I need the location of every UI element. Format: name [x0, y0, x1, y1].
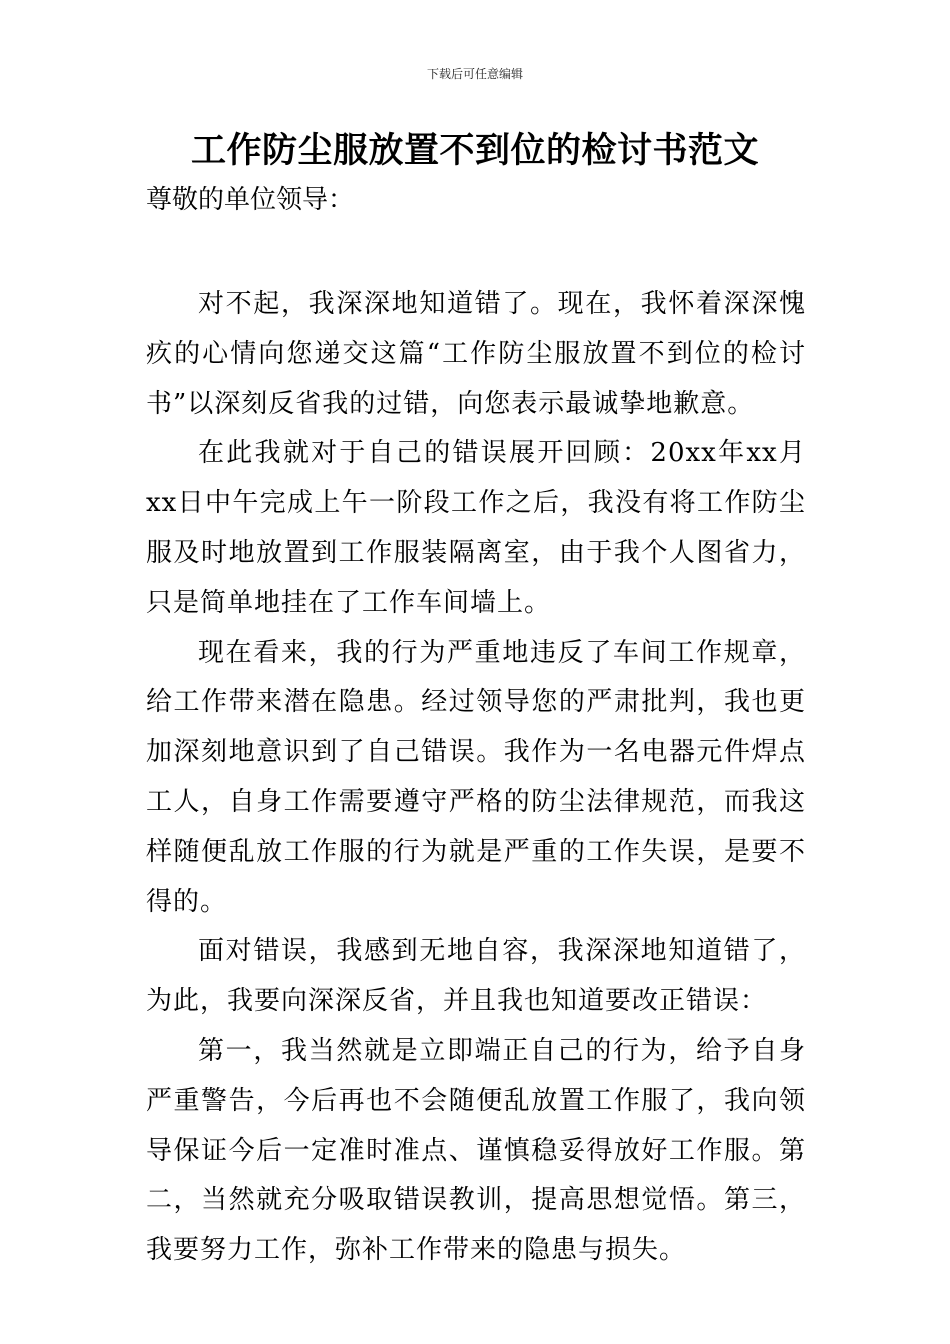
paragraph-review: 在此我就对于自己的错误展开回顾：20xx年xx月xx日中午完成上午一阶段工作之后，我没有将工作防尘服及时地放置到工作服装隔离室，由于我个人图省力，只是简单地挂在了工作车间墙上。 [146, 438, 806, 618]
document-body [146, 280, 806, 1276]
paragraph-apology: 对不起，我深深地知道错了。现在，我怀着深深愧疚的心情向您递交这篇“工作防尘服放置不到位的检讨书”以深刻反省我的过错，向您表示最诚挚地歉意。 [146, 289, 806, 419]
header-note: 下载后可任意编辑 [426, 67, 523, 81]
paragraph-reflection: 现在看来，我的行为严重地违反了车间工作规章，给工作带来潜在隐患。经过领导您的严肃批判，我也更加深刻地意识到了自己错误。我作为一名电器元件焊点工人，自身工作需要遵守严格的防尘法律规范，而我这样随便乱放工作服的行为就是严重的工作失误，是要不得的。 [146, 637, 806, 917]
document-title: 工作防尘服放置不到位的检讨书范文 [190, 131, 759, 171]
paragraph-resolution: 面对错误，我感到无地自容，我深深地知道错了，为此，我要向深深反省，并且我也知道要改正错误： [146, 936, 806, 1017]
salutation: 尊敬的单位领导： [146, 185, 355, 215]
paragraph-commitments: 第一，我当然就是立即端正自己的行为，给予自身严重警告，今后再也不会随便乱放置工作服了，我向领导保证今后一定准时准点、谨慎稳妥得放好工作服。第二，当然就充分吸取错误教训，提高思想觉悟。第三，我要努力工作，弥补工作带来的隐患与损失。 [146, 1035, 806, 1266]
